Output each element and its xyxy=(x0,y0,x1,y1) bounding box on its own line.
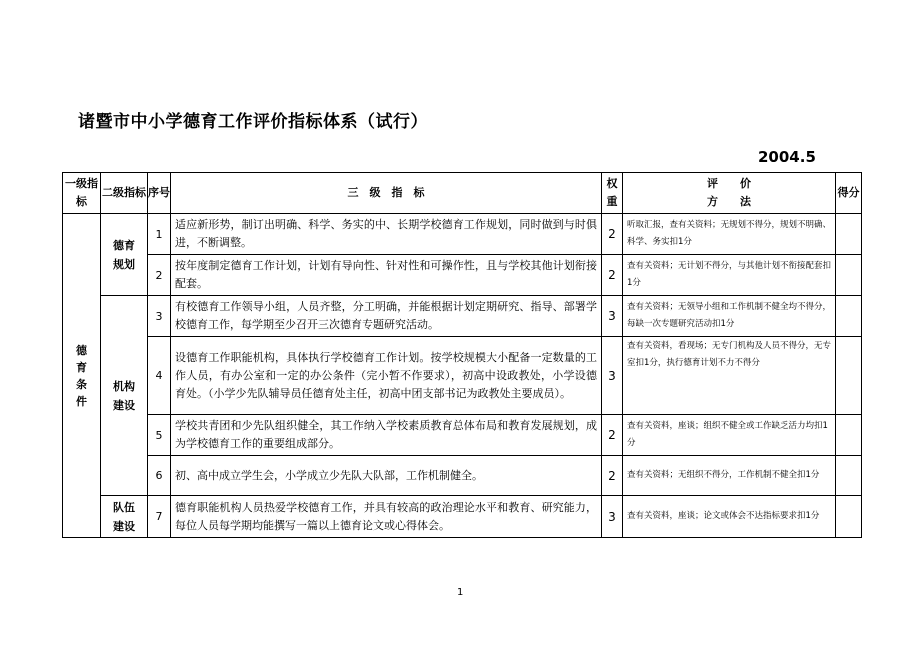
table-row xyxy=(63,496,862,538)
table-row xyxy=(63,337,862,415)
seq-cell: 6 xyxy=(148,456,171,496)
seq-cell: 2 xyxy=(148,255,171,296)
level2-label: 德育规划 xyxy=(113,238,135,271)
weight-cell: 2 xyxy=(602,456,623,496)
table-row xyxy=(63,214,862,255)
score-cell[interactable] xyxy=(836,337,862,415)
table-row xyxy=(63,255,862,296)
indicator-cell: 适应新形势，制订出明确、科学、务实的中、长期学校德育工作规划，同时做到与时俱进，不断调整。 xyxy=(171,214,602,255)
weight-cell: 3 xyxy=(602,337,623,415)
seq-cell: 3 xyxy=(148,296,171,337)
document-title: 诸暨市中小学德育工作评价指标体系（试行） xyxy=(78,112,428,132)
indicator-cell: 学校共青团和少先队组织健全，其工作纳入学校素质教育总体布局和教育发展规划，成为学校德育工作的重要组成部分。 xyxy=(171,415,602,456)
weight-cell: 2 xyxy=(602,415,623,456)
header-row xyxy=(63,173,862,214)
header-level3: 三 级 指 标 xyxy=(171,173,602,214)
seq-cell: 7 xyxy=(148,496,171,538)
level2-cell xyxy=(101,296,148,496)
header-evaluation-top: 评 价 xyxy=(707,177,751,190)
seq-cell: 5 xyxy=(148,415,171,456)
score-cell[interactable] xyxy=(836,214,862,255)
evaluation-table xyxy=(62,172,862,538)
score-cell[interactable] xyxy=(836,496,862,538)
table-row xyxy=(63,415,862,456)
level2-cell xyxy=(101,214,148,296)
header-evaluation xyxy=(623,173,836,214)
level2-label: 机构建设 xyxy=(113,379,135,412)
level2-label: 队伍建设 xyxy=(113,500,135,533)
evaluation-cell: 查有关资料，看现场；无专门机构及人员不得分，无专室扣1分，执行德育计划不力不得分 xyxy=(623,337,836,415)
score-cell[interactable] xyxy=(836,415,862,456)
score-cell[interactable] xyxy=(836,456,862,496)
indicator-cell: 按年度制定德育工作计划，计划有导向性、针对性和可操作性，且与学校其他计划衔接配套。 xyxy=(171,255,602,296)
evaluation-cell: 查有关资料；无计划不得分，与其他计划不衔接配套扣1分 xyxy=(623,255,836,296)
level2-cell xyxy=(101,496,148,538)
level1-cell xyxy=(63,214,101,538)
evaluation-cell: 听取汇报，查有关资料；无规划不得分，规划不明确、科学、务实扣1分 xyxy=(623,214,836,255)
header-level2: 二级指标 xyxy=(101,173,148,214)
header-score: 得分 xyxy=(836,173,862,214)
indicator-cell: 设德育工作职能机构，具体执行学校德育工作计划。按学校规模大小配备一定数量的工作人员，有办公室和一定的办公条件（完小暂不作要求），初高中设政教处，小学设德育处。（小学少先队辅导员任德育处主任，初高中团支部书记为政教处主要成员）。 xyxy=(171,337,602,415)
indicator-cell: 有校德育工作领导小组，人员齐整，分工明确，并能根据计划定期研究、指导、部署学校德育工作，每学期至少召开三次德育专题研究活动。 xyxy=(171,296,602,337)
score-cell[interactable] xyxy=(836,255,862,296)
score-cell[interactable] xyxy=(836,296,862,337)
weight-cell: 2 xyxy=(602,255,623,296)
header-evaluation-bottom: 方 法 xyxy=(707,195,751,208)
table-row xyxy=(63,296,862,337)
header-weight: 权重 xyxy=(602,173,623,214)
weight-cell: 3 xyxy=(602,496,623,538)
evaluation-cell: 查有关资料，座谈；组织不健全或工作缺乏活力均扣1分 xyxy=(623,415,836,456)
weight-cell: 2 xyxy=(602,214,623,255)
indicator-cell: 初、高中成立学生会，小学成立少先队大队部，工作机制健全。 xyxy=(171,456,602,496)
header-level1: 一级指标 xyxy=(63,173,101,214)
evaluation-cell: 查有关资料，座谈；论文或体会不达指标要求扣1分 xyxy=(623,496,836,538)
evaluation-cell: 查有关资料；无领导小组和工作机制不健全均不得分，每缺一次专题研究活动扣1分 xyxy=(623,296,836,337)
level1-label: 德育条件 xyxy=(76,343,87,408)
table-row xyxy=(63,456,862,496)
evaluation-cell: 查有关资料；无组织不得分，工作机制不健全扣1分 xyxy=(623,456,836,496)
seq-cell: 1 xyxy=(148,214,171,255)
weight-cell: 3 xyxy=(602,296,623,337)
page-number: 1 xyxy=(457,587,464,598)
header-seq: 序号 xyxy=(148,173,171,214)
indicator-cell: 德育职能机构人员热爱学校德育工作，并具有较高的政治理论水平和教育、研究能力，每位人员每学期均能撰写一篇以上德育论文或心得体会。 xyxy=(171,496,602,538)
document-date: 2004.5 xyxy=(758,148,816,166)
seq-cell: 4 xyxy=(148,337,171,415)
